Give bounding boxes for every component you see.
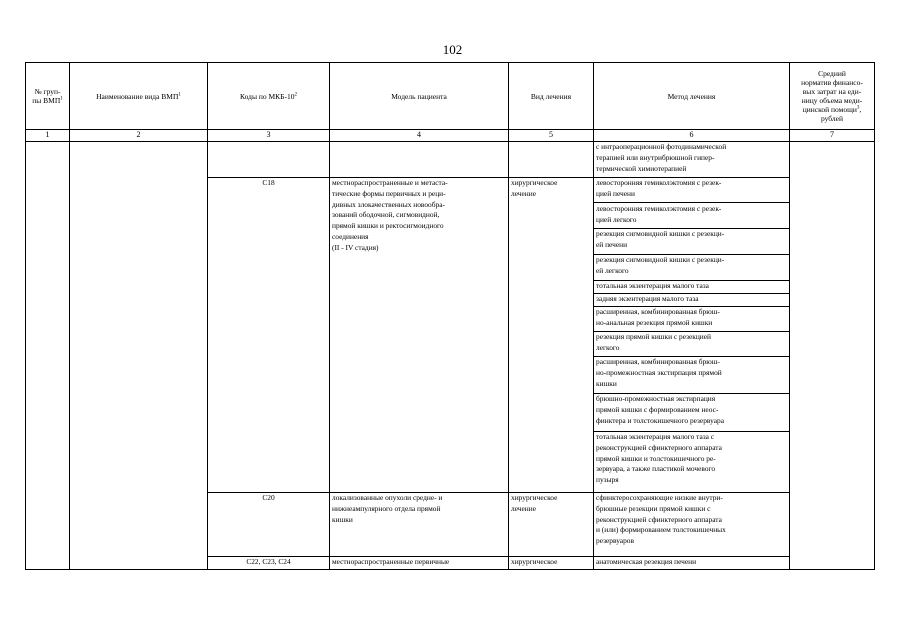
treatment-type-cell: хирургическое лечение [511, 493, 558, 513]
method-cell: с интраоперационной фотодинамической терапией или внутрибрюшной гипер- термической химиотерапией [596, 142, 727, 173]
header-icd-codes-label: Коды по МКБ-10 [239, 91, 295, 101]
icd-code-cell: C18 [262, 178, 275, 187]
header-vmp-name [70, 63, 207, 129]
icd-code-cell: C20 [262, 493, 275, 502]
method-cell: левосторонняя гемиколэктомия с резек- цией легкого [596, 204, 722, 224]
footnote-mark: 1 [60, 96, 63, 102]
method-cell: тотальная экзентерация малого таза [596, 281, 709, 290]
header-icd-codes [208, 63, 329, 129]
column-number-6: 6 [689, 130, 694, 139]
header-vmp-name-label: Наименование вида ВМП [96, 91, 179, 101]
column-number-7: 7 [830, 130, 834, 139]
header-treatment-type: Вид лечения [530, 91, 572, 101]
header-cost-label: Средний норматив финансо- вых затрат на еди- ницу объема меди- цинской помощи [801, 69, 863, 114]
table-right-border [874, 62, 875, 570]
method-cell: резекция сигмовидной кишки с резекци- ей легкого [596, 255, 725, 275]
column-number-3: 3 [266, 130, 271, 139]
treatment-type-cell: хирургическое [511, 557, 558, 566]
method-cell: резекция сигмовидной кишки с резекци- ей печени [596, 229, 725, 249]
patient-model-cell: местнораспространенные первичные [332, 557, 450, 566]
method-cell: резекция прямой кишки с резекцией легкого [596, 332, 711, 352]
patient-model-cell: локализованные опухоли средне- и нижнеампулярного отдела прямой кишки [332, 493, 443, 524]
header-cost-unit: , рублей [820, 105, 862, 123]
header-cost [790, 63, 874, 129]
header-patient-model: Модель пациента [391, 91, 447, 101]
method-cell: расширенная, комбинированная брюш- но-анальная резекция прямой кишки [596, 307, 720, 327]
method-cell: анатомическая резекция печени [596, 557, 697, 566]
column-number-4: 4 [417, 130, 421, 139]
method-cell: тотальная экзентерация малого таза с реконструкцией сфинктерного аппарата прямой кишки и толстокишечного ре- зервуара, а также пластикой мочевого пузыря [596, 432, 722, 485]
column-number-1: 1 [45, 130, 50, 139]
column-number-5: 5 [549, 130, 553, 139]
vmp-table [25, 62, 875, 570]
footnote-mark: 3 [856, 105, 860, 111]
patient-model-cell: местнораспространенные и метаста- тические формы первичных и реци- дивных злокачественных новообра- зований ободочной, сигмовидной, прямой кишки и ректосигмоидного соединения (II - IV стадия) [332, 178, 448, 252]
header-group-label: № груп- пы ВМП [32, 87, 61, 105]
header-treatment-method: Метод лечения [667, 91, 716, 101]
page-number: 102 [442, 42, 463, 57]
method-cell: сфинктеросохраняющие низкие внутри- брюшные резекции прямой кишки с реконструкцией сфинктерного аппарата и (или) формированием толстокишечных резервуаров [596, 493, 726, 546]
method-cell: задняя экзентерация малого таза [596, 294, 699, 303]
footnote-mark: 1 [178, 92, 181, 97]
method-cell: брюшно-промежностная экстирпация прямой кишки с формированием неос- финктера и толстокишечного резервуара [596, 394, 724, 425]
treatment-type-cell: хирургическое лечение [511, 178, 558, 198]
method-cell: расширенная, комбинированная брюш- но-промежностная экстирпация прямой кишки [596, 357, 722, 388]
header-group-number [26, 63, 69, 129]
footnote-mark: 2 [294, 92, 297, 97]
table-bottom-border [25, 569, 875, 570]
column-number-2: 2 [136, 130, 141, 139]
method-cell: левосторонняя гемиколэктомия с резек- цией печени [596, 178, 722, 198]
method-divider [594, 202, 790, 203]
icd-code-cell: C22, C23, C24 [246, 557, 291, 566]
